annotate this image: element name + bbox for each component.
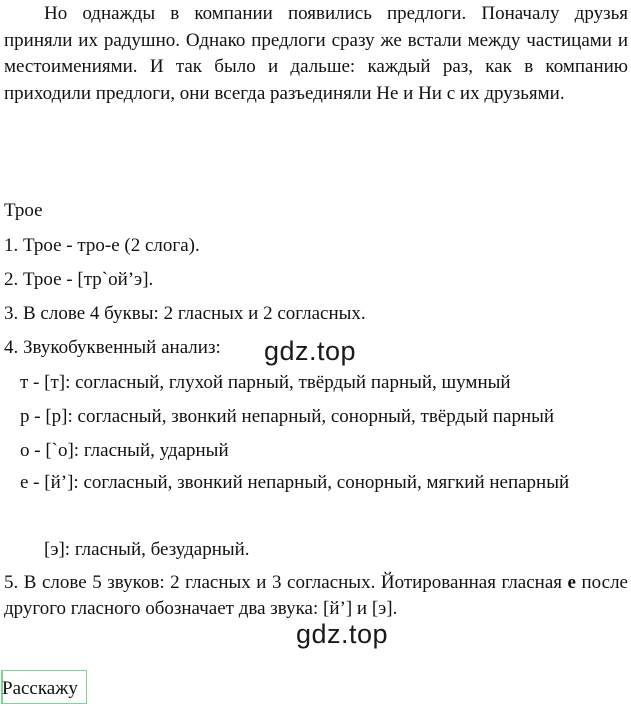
- list-item-1: 1. Трое - тро-е (2 слога).: [4, 235, 200, 256]
- analysis-e2: [э]: гласный, безударный.: [44, 539, 250, 560]
- item5-text-end: после другого гласного обозначает два звука: [й’] и [э].: [4, 572, 628, 619]
- footer-word: Расскажу: [2, 678, 78, 699]
- analysis-r: р - [р]: согласный, звонкий непарный, сонорный, твёрдый парный: [20, 406, 555, 427]
- list-item-4: 4. Звукобуквенный анализ:: [4, 337, 221, 358]
- section-title: Трое: [4, 200, 43, 221]
- list-item-3: 3. В слове 4 буквы: 2 гласных и 2 согласных.: [4, 303, 366, 324]
- watermark-bottom: gdz.top: [296, 619, 389, 649]
- watermark-top: gdz.top: [264, 336, 357, 366]
- item5-text-start: 5. В слове 5 звуков: 2 гласных и 3 согласных. Йотированная гласная: [4, 572, 568, 593]
- intro-paragraph: Но однажды в компании появились предлоги. Поначалу друзья приняли их радушно. Однако предлоги сразу же встали между частицами и местоимениями. И так было и дальше: каждый раз, как в компанию приходили предлоги, они всегда разъединяли Не и Ни с их друзьями.: [4, 3, 628, 104]
- list-item-2: 2. Трое - [тр`ой’э].: [4, 269, 154, 290]
- list-item-5: [4, 570, 628, 622]
- analysis-t: т - [т]: согласный, глухой парный, твёрдый парный, шумный: [20, 372, 511, 393]
- analysis-e: е - [й’]: согласный, звонкий непарный, сонорный, мягкий непарный: [20, 472, 570, 493]
- analysis-o: о - [`о]: гласный, ударный: [20, 440, 229, 461]
- item5-bold-letter: е: [567, 572, 576, 593]
